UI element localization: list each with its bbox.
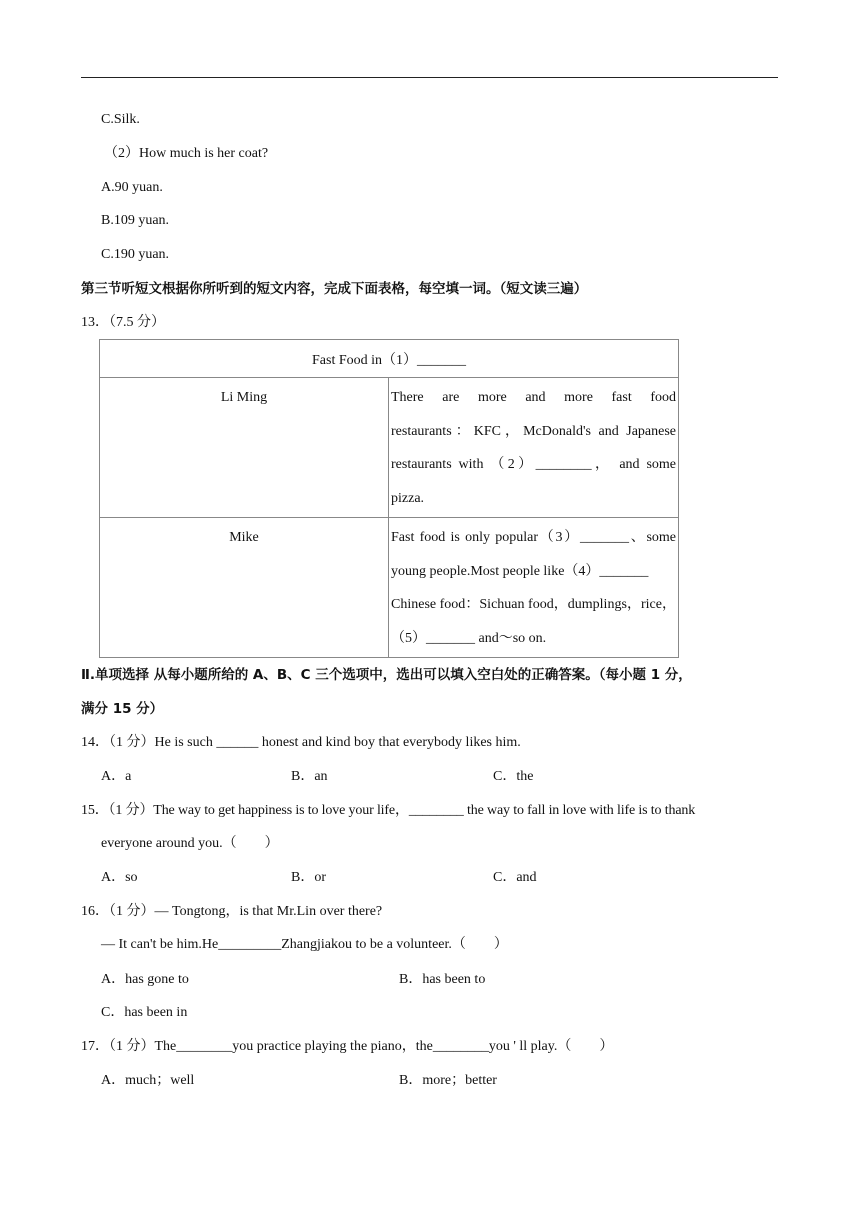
q15-option-b[interactable]: B．or [291,870,326,885]
description-line: Chinese food：Sichuan food，dumplings，rice， [391,597,677,613]
description-line: Fast food is only popular（3）_______、some [391,530,677,545]
prev-sub2-option-a: A.90 yuan. [101,180,163,195]
description-line: restaurants：KFC，McDonald's and Japanese [391,423,677,439]
q15-option-a[interactable]: A．so [101,870,138,885]
prev-sub2-stem: （2）How much is her coat? [104,146,269,161]
table-header-text: Fast Food in（1）_______ [312,352,467,368]
q13-number: 13．（7.5 分） [81,315,165,330]
description-line: young people.Most people like（4）_______ [391,563,649,579]
q17-option-b[interactable]: B．more；better [399,1073,497,1088]
q15-option-c[interactable]: C．and [493,870,537,885]
table-cell-description [389,518,679,658]
table-cell-description [389,378,679,518]
description-line: There are more and more fast food [391,390,677,405]
table-cell-name [100,518,389,658]
prev-option-c: C.Silk. [101,112,140,127]
table-row [100,378,679,518]
q14-stem: 14．（1 分）He is such ______ honest and kind boy that everybody likes him. [81,735,521,750]
row-name-li-ming: Li Ming [220,390,268,405]
table-cell-name [100,378,389,518]
q16-option-a[interactable]: A．has gone to [101,972,189,987]
q16-stem-line1: 16．（1 分）— Tongtong，is that Mr.Lin over there? [81,904,383,919]
description-line: （5）_______ and～so on. [391,631,547,647]
q15-stem-line2: everyone around you.（ ） [101,836,279,851]
q14-option-b[interactable]: B．an [291,769,328,784]
q17-option-a[interactable]: A．much；well [101,1073,195,1088]
q16-stem-line2: — It can't be him.He_________Zhangjiakou to be a volunteer.（ ） [101,937,508,952]
prev-sub2-option-c: C.190 yuan. [101,247,170,262]
q13-table [99,339,679,658]
q16-option-c[interactable]: C．has been in [101,1005,188,1020]
prev-sub2-option-b: B.109 yuan. [101,213,170,228]
q15-stem-line1: 15．（1 分）The way to get happiness is to love your life，________ the way to fall in love with life is to thank [81,803,696,818]
part2-heading-line2: 满分 15 分） [81,701,164,717]
table-header-row [100,340,679,378]
table-row [100,518,679,658]
row-description [389,518,678,656]
q14-option-c[interactable]: C．the [493,769,534,784]
row-name-mike: Mike [229,530,259,545]
description-line: pizza. [391,491,425,507]
q16-option-b[interactable]: B．has been to [399,972,486,987]
q14-option-a[interactable]: A．a [101,769,132,784]
q17-stem: 17．（1 分）The________you practice playing the piano，the________you ' ll play.（ ） [81,1039,614,1054]
table-header-cell [100,340,679,378]
row-description [389,378,678,516]
header-rule [81,77,778,78]
section3-heading: 第三节听短文根据你所听到的短文内容，完成下面表格，每空填一词。（短文读三遍） [81,281,588,297]
part2-heading-line1: Ⅱ.单项选择 从每小题所给的 A、B、C 三个选项中，选出可以填入空白处的正确答案。（每小题 1 分， [81,667,692,683]
description-line: restaurants with （2）________， and some [391,457,677,473]
